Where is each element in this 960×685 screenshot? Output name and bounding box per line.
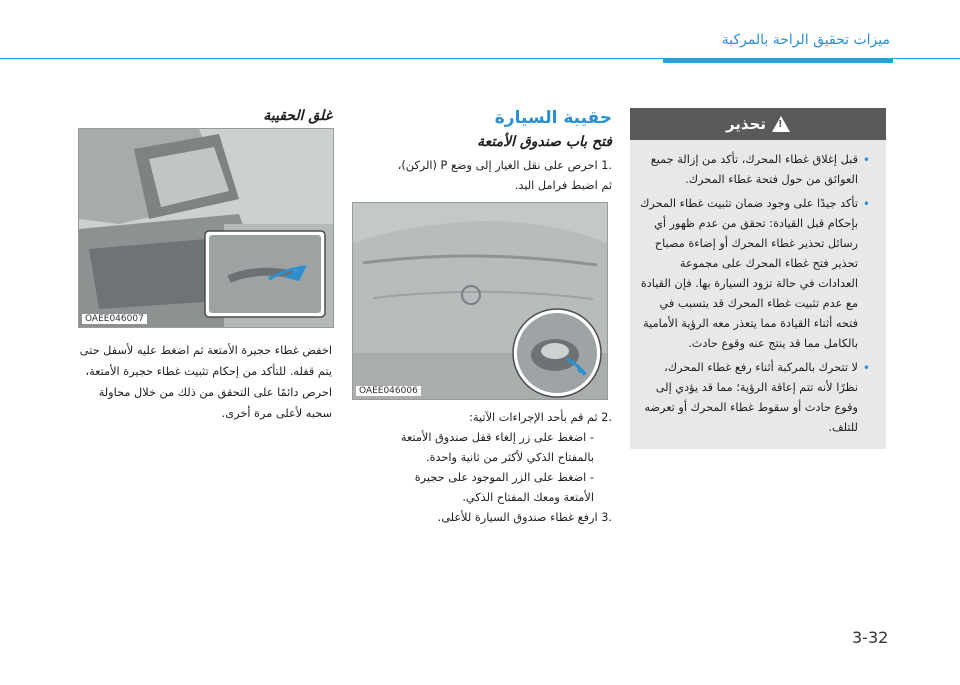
step-2b-line-1: - اضغط على الزر الموجود على حجيرة [414,471,594,484]
warning-item: • لا تتحرك بالمركبة أثناء رفع غطاء المحرك، نظرًا لأنه تتم إعاقة الرؤية؛ مما قد يؤدي إلى وقوع حادث أو سقوط غطاء المحرك أو تعرضه للتلف. [640,358,870,438]
closing-trunk-paragraph: اخفض غطاء حجيرة الأمتعة ثم اضغط عليه لأسفل حتى يتم قفله. للتأكد من إحكام تثبيت غطاء حجيرة الأمتعة، احرص دائمًا على التحقق من ذلك من خلال محاولة سحبه لأعلى مرة أخرى. [79,344,332,420]
image-code: OAEE046006 [356,386,421,396]
image-code: OAEE046007 [82,314,147,324]
page-number: 3-32 [852,628,889,647]
step-2a-line-2: بالمفتاح الذكي لأكثر من ثانية واحدة. [425,451,594,464]
trunk-button-drawing [353,203,607,399]
header-title: ميزات تحقيق الراحة بالمركبة [721,32,890,48]
step-2: .2 ثم قم بأحد الإجراءات الآتية: [469,411,612,424]
warning-list [630,140,886,438]
subsection-title: فتح باب صندوق الأمتعة [477,134,612,150]
step-3: .3 ارفع غطاء صندوق السيارة للأعلى. [437,511,612,524]
warning-item: • تأكد جيدًا على وجود ضمان تثبيت غطاء المحرك بإحكام قبل القيادة: تحقق من عدم ظهور أي رسائل تحذير غطاء المحرك أو إضاءة مصباح تحذير فتح غطاء المحرك على مجموعة العدادات في حالة تزود السيارة بها. فإن القيادة مع عدم تثبيت غطاء المحرك قد يتسبب في فتحه أثناء القيادة مما يتعذر معه الرؤية الأمامية بالكامل مما قد ينتج عنه وقوع حادث. [640,194,870,354]
trunk-button-illustration [352,202,608,400]
trunk-closing-illustration [78,128,334,328]
closing-trunk-title: غلق الحقيبة [263,108,332,124]
header-accent-bar [663,58,893,63]
step-2a-line-1: - اضغط على زر إلغاء قفل صندوق الأمتعة [400,431,594,444]
warning-box [630,108,886,449]
warning-title: تحذير [725,115,767,133]
trunk-steps [352,408,612,528]
warning-item: • قبل إغلاق غطاء المحرك، تأكد من إزالة جميع العوائق من حول فتحة غطاء المحرك. [640,150,870,190]
warning-icon [772,116,790,132]
warning-header [630,108,886,140]
step-1-line-1: .1 احرص على نقل الغيار إلى وضع P (الركن)، [397,159,612,172]
trunk-closing-drawing [79,129,333,327]
step-1-line-2: ثم اضبط فرامل اليد. [514,179,612,192]
step-2b-line-2: الأمتعة ومعك المفتاح الذكي. [462,491,594,504]
trunk-section [352,108,612,196]
section-title: حقيبة السيارة [494,108,612,128]
